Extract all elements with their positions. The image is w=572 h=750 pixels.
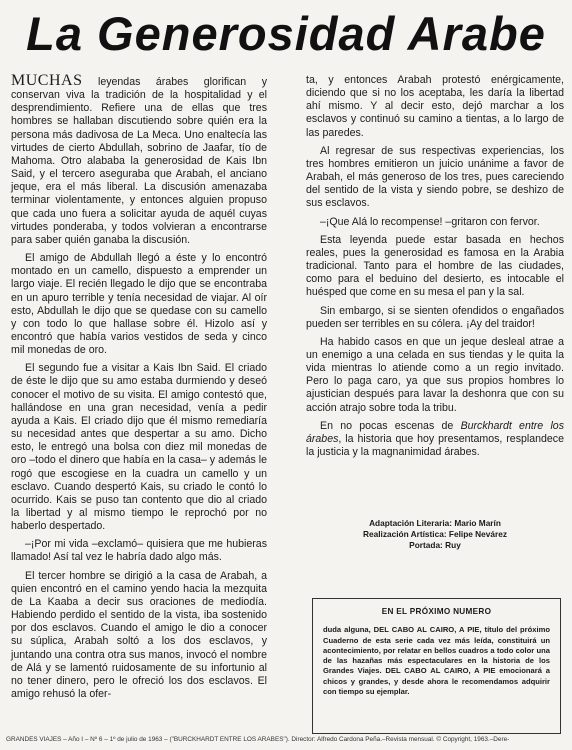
paragraph: El segundo fue a visitar a Kais Ibn Said. El criado de éste le dijo que su amo estaba durmiendo y deseó conocer el motivo de su visita. El amigo contestó que, hallándose en una gran necesidad, venía a pedir ayuda a Kais. El criado dijo que él mismo remediaría su necesidad antes que despertar a su amo. Dicho esto, le entregó una bolsa con diez mil monedas de oro –todo el dinero que había en la casa– y además le rogó que escogiese en la cuadra un camello y un esclavo. Cuando despertó Kais, su criado le contó lo ocurrido. Kais se puso tan contento que dio al criado la libertad y al mismo tiempo le reprochó por no haberlo despertado. [11,362,267,533]
paragraph: Sin embargo, si se sienten ofendidos o engañados pueden ser terribles en su cólera. ¡Ay del traidor! [306,304,564,330]
credit-artistic: Realización Artística: Felipe Nevárez [362,529,508,539]
paragraph: –¡Que Alá lo recompense! –gritaron con fervor. [320,215,540,228]
page-title: La Generosidad Arabe [26,7,546,60]
credit-cover: Portada: Ruy [409,540,461,550]
next-issue-box [312,598,561,734]
paragraph: El amigo de Abdullah llegó a éste y lo encontró montado en un camello, dispuesto a emprender un largo viaje. El recién llegado le dijo que se encontraba en un apuro terrible y tenía necesidad de viajar. Al oír esto, Abdullah le dijo que se quedase con su camello y con todo lo que hallase sobre él. Hizolo así y encontró que había varios vestidos de seda y cinco mil monedas de oro. [11,252,267,357]
paragraph: Ha habido casos en que un jeque desleal atrae a un enemigo a una celada en sus tiendas y le quita la vida mientras lo atiende como a un regio invitado. Pero lo paga caro, ya que sus propios hombres lo ajustician después para lavar la deshonra que con su acción atrajo sobre toda la tribu. [306,335,564,414]
paragraph-text: En no pocas escenas de [320,419,461,432]
credit-literary: Adaptación Literaria: Mario Marín [369,518,501,528]
left-column [11,74,267,701]
paragraph: Esta leyenda puede estar basada en hechos reales, pues la generosidad es famosa en la Arabia tradicional. Tanto para el hombre de las ciudades, como para el beduino del desierto, es intocable el huésped que come en su mesa el pan y la sal. [306,233,564,299]
paragraph [11,74,267,247]
next-issue-heading: EN EL PRÓXIMO NUMERO [381,607,492,616]
book-title: Burckhardt entre los árabes [306,419,564,445]
right-column [306,74,564,459]
credits [306,518,564,551]
paragraph: El tercer hombre se dirigió a la casa de Arabah, a quien encontró en el camino yendo hacia la mezquita de La Kaaba a decir sus oraciones de mediodía. Habiendo perdido el sentido de la vista, iba sostenido por dos esclavos. Cuando el amigo le dio a conocer su súplica, Arabah soltó a los dos esclavos, y juntando una contra otra sus manos, invocó el nombre de Alá y se lamentó ruidosamente de su infortunio al no tener dinero, pero le ofreció los dos esclavos. El amigo rehusó la ofer- [11,569,267,701]
paragraph [306,420,564,459]
next-issue-body: duda alguna, DEL CABO AL CAIRO, A PIE, título del próximo Cuaderno de esta serie cada vez más leída, constituirá un acontecimiento, por relatar en bellos cuadros a todo color una de las hazañas más espectaculares en la historia de los Grandes Viajes. DEL CABO AL CAIRO, A PIE emocionará a chicos y grandes, y desde ahora le recomendamos adquirir con tiempo su ejemplar. [323,625,550,697]
paragraph-text: , la historia que hoy presentamos, resplandece la justicia y la magnanimidad árabes. [306,432,564,459]
dropcap-word: MUCHAS [11,72,83,89]
paragraph: –¡Por mi vida –exclamó– quisiera que me hubieras llamado! Así tal vez le habría dado algo más. [11,538,267,564]
footer-imprint: GRANDES VIAJES – Año I – Nº 6 – 1º de julio de 1963 – ("BURCKHARDT ENTRE LOS ARABES"). Director: Alfredo Cardona Peña.–Revista mensual. © Copyright, 1963.–Dere- [6,736,510,743]
paragraph: Al regresar de sus respectivas experiencias, los tres hombres emitieron un juicio unánime a favor de Arabah, el más generoso de los tres, pues careciendo del sentido de la vista y siendo pobre, se deshizo de sus esclavos. [306,144,564,210]
paragraph: ta, y entonces Arabah protestó enérgicamente, diciendo que si no los aceptaba, les daría la libertad ahí mismo. Y al decir esto, dejó marchar a los esclavos y continuó su camino a tientas, a lo largo de las paredes. [306,74,564,139]
paragraph-text: leyendas árabes glorifican y conservan viva la tradición de la hospitalidad y el desprendimiento. Refiere una de ellas que tres hombres se hallaban discutiendo sobre quién era la persona más dadivosa de La Meca. Uno enaltecía las virtudes de cierto Abdullah, sobrino de Jaafar, tío de Mahoma. Otro alababa la generosidad de Kais Ibn Said, y el tercero aseguraba que Arabah, el anciano jeque, era el más liberal. La discusión amenazaba terminar violentamente, y entonces alguien propuso que cada uno fuera a solicitar ayuda de aquél cuyas virtudes ponderaba, y todos volvieran a encontrarse para saber quién ganaba la discusión. [11,76,267,246]
